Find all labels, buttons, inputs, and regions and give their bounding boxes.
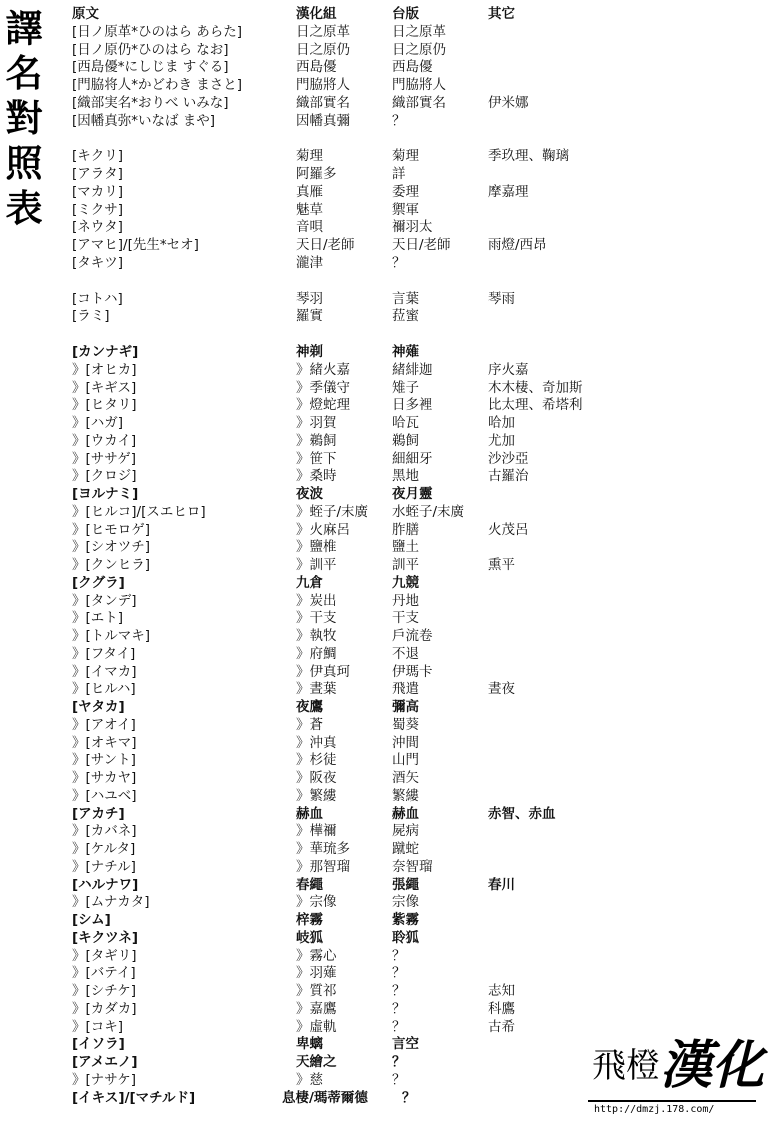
table-row [72, 433, 612, 451]
other-cell: 摩嘉理 [488, 183, 529, 200]
original-name-cell: [因幡真弥*いなば まや] [72, 112, 216, 129]
table-row [72, 770, 612, 788]
original-name-cell: 》[ナサケ] [72, 1071, 136, 1088]
table-row [72, 42, 612, 60]
taiwan-version-cell: 繁縷 [392, 787, 419, 804]
original-name-cell: 》[オヒカ] [72, 361, 137, 378]
original-name-cell: [イソラ] [72, 1036, 125, 1053]
row-gap [72, 130, 612, 148]
table-row [72, 752, 612, 770]
table-row [72, 859, 612, 877]
translation-cell: 》阪夜 [296, 770, 337, 786]
original-name-cell: [門脇将人*かどわき まさと] [72, 77, 243, 93]
table-row [72, 1019, 612, 1037]
original-name-cell: 》[ヒルハ] [72, 681, 136, 698]
taiwan-version-cell: 台版 [392, 6, 419, 22]
other-cell: 琴雨 [488, 290, 515, 307]
original-name-cell: 》[ハガ] [72, 415, 124, 431]
translation-cell: 梓霧 [296, 912, 323, 928]
original-name-cell: 》[タギリ] [72, 947, 137, 964]
taiwan-version-cell: 戶流卷 [392, 628, 433, 644]
original-name-cell: 》[ヒルコ]/[スエヒロ] [72, 503, 206, 520]
original-name-cell: [ヨルナミ] [72, 486, 139, 502]
original-name-cell: [日ノ原革*ひのはら あらた] [72, 23, 243, 40]
original-name-cell: 》[サカヤ] [72, 770, 137, 786]
original-name-cell: [アメエノ] [72, 1054, 138, 1070]
other-cell: 赤智、赤血 [488, 805, 556, 822]
taiwan-version-cell: ？ [392, 965, 406, 982]
other-cell: 晝夜 [488, 681, 515, 698]
other-cell: 科鷹 [488, 1000, 515, 1017]
original-name-cell: 》[カバネ] [72, 823, 137, 840]
original-name-cell: 》[ヒタリ] [72, 397, 137, 414]
other-cell: 哈加 [488, 415, 515, 431]
translation-cell: 赫血 [296, 805, 323, 822]
taiwan-version-cell: 蜀葵 [392, 716, 419, 733]
original-name-cell: [ネウタ] [72, 219, 123, 236]
table-row [72, 113, 612, 131]
table-row [72, 930, 612, 948]
translation-cell: 》府鯛 [296, 645, 337, 662]
original-name-cell: 原文 [72, 6, 99, 22]
original-name-cell: [キクツネ] [72, 929, 139, 946]
original-name-cell: [日ノ原仍*ひのはら なお] [72, 41, 229, 58]
table-row [72, 735, 612, 753]
table-row [72, 468, 612, 486]
original-name-cell: [ミクサ] [72, 201, 124, 218]
original-name-cell: [マカリ] [72, 183, 124, 200]
original-name-cell: [クグラ] [72, 574, 125, 591]
taiwan-version-cell: 赫血 [392, 805, 419, 822]
other-cell: 比太理、希塔利 [488, 397, 583, 414]
original-name-cell: 》[クンヒラ] [72, 557, 151, 573]
taiwan-version-cell: 干支 [392, 610, 419, 627]
original-name-cell: [ハルナワ] [72, 876, 139, 893]
translation-cell: 》華琉多 [296, 841, 350, 857]
other-cell: 火茂呂 [488, 521, 529, 538]
other-cell: 伊米娜 [488, 94, 529, 111]
translation-cell: 》鹽椎 [296, 539, 337, 556]
original-name-cell: 》[バテイ] [72, 965, 136, 982]
translation-cell: 》干支 [296, 610, 337, 627]
table-row [72, 557, 612, 575]
title-char-3: 對 [5, 96, 43, 140]
translation-cell: 》訓平 [296, 557, 337, 573]
original-name-cell: [シム] [72, 912, 111, 928]
table-row [72, 664, 612, 682]
translation-cell: 》緒火嘉 [296, 361, 350, 378]
translation-cell: 漢化組 [296, 6, 337, 22]
taiwan-version-cell: ？ [392, 947, 406, 964]
table-row [72, 24, 612, 42]
translation-cell: 》質祁 [296, 983, 337, 999]
taiwan-version-cell: 鹽土 [392, 539, 419, 556]
taiwan-version-cell: 胙膳 [392, 521, 419, 538]
logo-text [592, 1035, 765, 1096]
translation-cell: 門脇將人 [296, 77, 350, 93]
translation-cell: 》笹下 [296, 450, 337, 467]
translation-cell: 》鵜飼 [296, 432, 337, 449]
taiwan-version-cell: ？ [392, 1071, 406, 1088]
taiwan-version-cell: 詳 [392, 166, 406, 182]
taiwan-version-cell: 訓平 [392, 557, 419, 573]
translation-cell: 琴羽 [296, 290, 323, 307]
translation-cell: 》季儀守 [296, 379, 350, 396]
taiwan-version-cell: 宗像 [392, 894, 419, 911]
original-name-cell: [ヤタカ] [72, 699, 125, 715]
taiwan-version-cell: 天日/老師 [392, 237, 451, 253]
table-row [72, 593, 612, 611]
original-name-cell: [タキツ] [72, 254, 124, 271]
translation-cell: 西島優 [296, 59, 337, 76]
original-name-cell: 》[オキマ] [72, 734, 137, 751]
taiwan-version-cell: 蹴蛇 [392, 841, 419, 857]
table-row [72, 788, 612, 806]
translation-cell: 》燈蛇理 [296, 397, 350, 414]
taiwan-version-cell: 禦軍 [392, 201, 419, 218]
taiwan-version-cell: 夜月靈 [392, 486, 433, 502]
other-cell: 熏平 [488, 557, 515, 573]
table-row [72, 539, 612, 557]
taiwan-version-cell: 委理 [392, 183, 419, 200]
other-cell: 序火嘉 [488, 361, 529, 378]
taiwan-version-cell: 言葉 [392, 290, 419, 307]
translation-cell: 》樺禰 [296, 823, 337, 840]
original-name-cell: 》[ウカイ] [72, 432, 137, 449]
name-comparison-table [72, 6, 612, 1107]
original-name-cell: 》[タンデ] [72, 592, 137, 609]
translation-cell: 》嘉鷹 [296, 1000, 337, 1017]
table-row [72, 575, 612, 593]
taiwan-version-cell: 言空 [392, 1036, 419, 1053]
translation-cell: 》虛軌 [296, 1018, 337, 1035]
table-row [72, 255, 612, 273]
taiwan-version-cell: 九競 [392, 574, 419, 591]
table-row [72, 291, 612, 309]
title-char-2: 名 [5, 51, 43, 95]
table-row [72, 344, 612, 362]
other-cell: 尤加 [488, 432, 515, 449]
original-name-cell: 》[カダカ] [72, 1000, 137, 1017]
table-row [72, 717, 612, 735]
translation-cell: 》霧心 [296, 947, 337, 964]
translation-cell: 》桑時 [296, 468, 337, 485]
table-row [72, 59, 612, 77]
table-row [72, 912, 612, 930]
table-row [72, 983, 612, 1001]
original-name-cell: 》[サント] [72, 752, 136, 769]
taiwan-version-cell: 門脇將人 [392, 77, 446, 93]
original-name-cell: 》[ケルタ] [72, 841, 136, 857]
title-char-1: 譯 [5, 6, 43, 50]
translation-cell: 》執牧 [296, 628, 337, 644]
translation-cell: 天日/老師 [296, 237, 355, 253]
table-row [72, 77, 612, 95]
taiwan-version-cell: ？ [392, 1054, 406, 1070]
taiwan-version-cell: 奈智瑠 [392, 858, 433, 875]
translation-cell: 》蛭子/末廣 [296, 503, 369, 520]
translation-cell: 》晝葉 [296, 681, 337, 698]
taiwan-version-cell: 飛遣 [392, 681, 419, 698]
table-row [72, 522, 612, 540]
table-row [72, 699, 612, 717]
taiwan-version-cell: 禰羽太 [392, 219, 433, 236]
taiwan-version-cell: ？ [392, 983, 406, 999]
group-logo [588, 1035, 765, 1120]
original-name-cell: 》[ムナカタ] [72, 894, 150, 911]
translation-cell: 因幡真彌 [296, 112, 350, 129]
other-cell: 雨燈/西昂 [488, 237, 547, 253]
table-row [72, 504, 612, 522]
other-cell: 古希 [488, 1018, 515, 1035]
table-row [72, 237, 612, 255]
taiwan-version-cell: 屍病 [392, 823, 419, 840]
original-name-cell: [アラタ] [72, 166, 123, 182]
taiwan-version-cell: ？ [392, 254, 406, 271]
table-row [72, 841, 612, 859]
original-name-cell: 》[エト] [72, 610, 124, 627]
translation-cell: 阿羅多 [296, 166, 337, 182]
other-cell: 木木棲、奇加斯 [488, 379, 583, 396]
taiwan-version-cell: 緒緋迦 [392, 361, 433, 378]
translation-cell: 音唄 [296, 219, 323, 236]
translation-cell: 卑螭 [296, 1036, 323, 1053]
taiwan-version-cell: 伊瑪卡 [392, 663, 433, 680]
other-cell: 沙沙亞 [488, 450, 529, 467]
translation-cell: 織部實名 [296, 94, 350, 111]
taiwan-version-cell: 水蛭子/末廣 [392, 503, 465, 520]
table-row [72, 380, 612, 398]
translation-cell: 》杉徒 [296, 752, 337, 769]
original-name-cell: 》[ササゲ] [72, 450, 136, 467]
table-row [72, 681, 612, 699]
translation-cell: 羅實 [296, 308, 323, 325]
table-row [72, 1090, 612, 1108]
translation-cell: 夜鷹 [296, 699, 323, 715]
translation-cell: 九倉 [296, 574, 323, 591]
table-row [72, 628, 612, 646]
taiwan-version-cell: 酒矢 [392, 770, 419, 786]
taiwan-version-cell: 沖間 [392, 734, 419, 751]
translation-cell: 菊理 [296, 148, 323, 165]
taiwan-version-cell: 哈瓦 [392, 415, 419, 431]
original-name-cell: 》[イマカ] [72, 663, 137, 680]
table-row [72, 397, 612, 415]
table-row [72, 806, 612, 824]
taiwan-version-cell: 西島優 [392, 59, 433, 76]
original-name-cell: 》[トルマキ] [72, 628, 151, 644]
original-name-cell: 》[アオイ] [72, 716, 136, 733]
taiwan-version-cell: 織部實名 [392, 94, 446, 111]
translation-cell: 》繁縷 [296, 787, 337, 804]
translation-cell: 》蒼 [296, 716, 323, 733]
table-row [72, 823, 612, 841]
other-cell: 其它 [488, 6, 515, 22]
translation-cell: 》慈 [296, 1071, 323, 1088]
translation-cell: 魅草 [296, 201, 323, 218]
translation-cell: 瀧津 [296, 254, 323, 271]
table-header-row [72, 6, 612, 24]
table-row [72, 1072, 612, 1090]
taiwan-version-cell: 雉子 [392, 379, 419, 396]
taiwan-version-cell: 日之原革 [392, 23, 446, 40]
taiwan-version-cell: 神薙 [392, 344, 419, 360]
logo-text-left: 飛橙 [592, 1046, 660, 1086]
taiwan-version-cell: 鵜飼 [392, 432, 419, 449]
table-row [72, 202, 612, 220]
table-row [72, 646, 612, 664]
original-name-cell: 》[フタイ] [72, 645, 136, 662]
original-name-cell: [西島優*にしじま すぐる] [72, 59, 229, 76]
page-title [4, 6, 44, 231]
original-name-cell: [ラミ] [72, 308, 110, 325]
taiwan-version-cell: 張繩 [392, 876, 419, 893]
translation-cell: 岐狐 [296, 929, 323, 946]
original-name-cell: 》[ハユベ] [72, 787, 137, 804]
original-name-cell: [アカチ] [72, 805, 125, 822]
translation-cell: 》伊真珂 [296, 663, 350, 680]
title-char-4: 照 [5, 141, 43, 185]
translation-cell: 息棲/瑪蒂爾德 [282, 1089, 368, 1106]
taiwan-version-cell: ？ [392, 1018, 406, 1035]
table-row [72, 148, 612, 166]
translation-cell: 春繩 [296, 876, 323, 893]
taiwan-version-cell: ？ [392, 1000, 406, 1017]
table-row [72, 415, 612, 433]
translation-cell: 神剃 [296, 344, 323, 360]
translation-cell: 真雁 [296, 183, 323, 200]
translation-cell: 》火麻呂 [296, 521, 350, 538]
taiwan-version-cell: 細細牙 [392, 450, 433, 467]
translation-cell: 日之原仍 [296, 41, 350, 58]
translation-cell: 》沖真 [296, 734, 337, 751]
taiwan-version-cell: 黑地 [392, 468, 419, 485]
taiwan-version-cell: 菈蜜 [392, 308, 419, 325]
table-row [72, 166, 612, 184]
table-row [72, 219, 612, 237]
other-cell: 季玖理、鞠璃 [488, 148, 569, 165]
translation-cell: 日之原革 [296, 23, 350, 40]
translation-cell: 》炭出 [296, 592, 337, 609]
translation-cell: 天繪之 [296, 1054, 337, 1070]
taiwan-version-cell: 不退 [392, 645, 419, 662]
table-row [72, 1036, 612, 1054]
table-row [72, 894, 612, 912]
translation-cell: 》羽賀 [296, 415, 337, 431]
table-row [72, 610, 612, 628]
taiwan-version-cell: ？ [402, 1089, 416, 1106]
original-name-cell: [キクリ] [72, 148, 124, 165]
table-row [72, 965, 612, 983]
translation-cell: 》宗像 [296, 894, 337, 911]
original-name-cell: [アマヒ]/[先生*セオ] [72, 237, 199, 253]
taiwan-version-cell: 菊理 [392, 148, 419, 165]
table-row [72, 308, 612, 326]
table-row [72, 184, 612, 202]
original-name-cell: 》[シチケ] [72, 983, 136, 999]
title-char-5: 表 [5, 186, 43, 230]
translation-cell: 夜波 [296, 486, 323, 502]
original-name-cell: 》[シオツチ] [72, 539, 151, 556]
original-name-cell: 》[ナチル] [72, 858, 136, 875]
taiwan-version-cell: 日之原仍 [392, 41, 446, 58]
translation-cell: 》那智瑠 [296, 858, 350, 875]
table-row [72, 1054, 612, 1072]
logo-url: http://dmzj.178.com/ [594, 1104, 715, 1115]
table-row [72, 877, 612, 895]
taiwan-version-cell: 彌高 [392, 699, 419, 715]
other-cell: 古羅治 [488, 468, 529, 485]
original-name-cell: 》[クロジ] [72, 468, 137, 485]
other-cell: 春川 [488, 876, 515, 893]
translation-cell: 》羽薙 [296, 965, 337, 982]
original-name-cell: [織部実名*おりべ いみな] [72, 94, 229, 111]
row-gap [72, 273, 612, 291]
logo-underline [588, 1100, 756, 1102]
taiwan-version-cell: 聆狐 [392, 929, 419, 946]
table-row [72, 362, 612, 380]
logo-text-right: 漢化 [660, 1035, 765, 1096]
row-gap [72, 326, 612, 344]
original-name-cell: 》[コキ] [72, 1018, 124, 1035]
taiwan-version-cell: 日多裡 [392, 397, 433, 414]
table-row [72, 486, 612, 504]
table-row [72, 1001, 612, 1019]
original-name-cell: 》[キギス] [72, 379, 137, 396]
table-row [72, 451, 612, 469]
taiwan-version-cell: ？ [392, 112, 406, 129]
other-cell: 志知 [488, 983, 515, 999]
original-name-cell: [イキス]/[マチルド] [72, 1089, 196, 1106]
original-name-cell: 》[ヒモロゲ] [72, 521, 151, 538]
table-row [72, 95, 612, 113]
taiwan-version-cell: 山門 [392, 752, 419, 769]
original-name-cell: [カンナギ] [72, 344, 139, 360]
original-name-cell: [コトハ] [72, 290, 123, 307]
taiwan-version-cell: 丹地 [392, 592, 419, 609]
table-row [72, 948, 612, 966]
taiwan-version-cell: 紫霧 [392, 912, 419, 928]
